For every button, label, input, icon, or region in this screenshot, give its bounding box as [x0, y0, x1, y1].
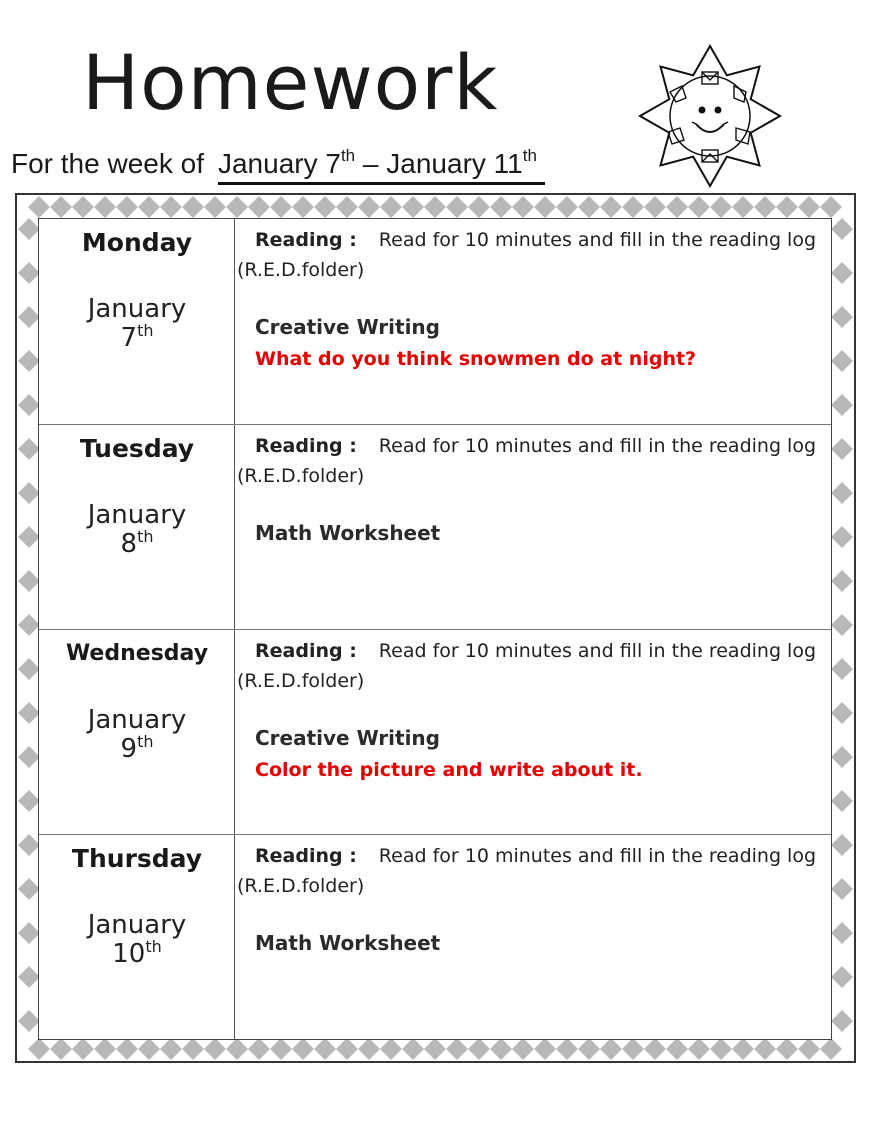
border-diamond — [248, 196, 270, 218]
reading-text: Read for 10 minutes and fill in the reading log (R.E.D.folder) — [237, 845, 817, 897]
border-diamond — [490, 1038, 512, 1060]
border-diamond — [72, 1038, 94, 1060]
border-diamond — [18, 922, 40, 944]
day-month: January — [87, 705, 187, 735]
border-diamond — [831, 658, 853, 680]
border-diamond — [182, 1038, 204, 1060]
task-cell — [235, 425, 831, 629]
border-diamond — [116, 1038, 138, 1060]
border-diamond — [18, 614, 40, 636]
border-diamond — [776, 1038, 798, 1060]
day-suffix: th — [137, 732, 154, 751]
border-diamond — [831, 306, 853, 328]
border-diamond — [18, 1010, 40, 1032]
border-diamond — [380, 1038, 402, 1060]
day-name: Tuesday — [79, 434, 195, 463]
border-diamond — [50, 1038, 72, 1060]
border-diamond — [831, 790, 853, 812]
border-diamond — [754, 196, 776, 218]
page-title: Homework — [82, 38, 499, 127]
border-diamond — [831, 570, 853, 592]
border-diamond — [820, 1038, 842, 1060]
border-diamond — [534, 196, 556, 218]
border-diamond — [710, 196, 732, 218]
border-diamond — [622, 196, 644, 218]
day-month: January — [87, 500, 187, 530]
border-diamond — [248, 1038, 270, 1060]
reading-text: Read for 10 minutes and fill in the reading log (R.E.D.folder) — [237, 229, 817, 281]
border-diamond — [270, 1038, 292, 1060]
border-diamond — [446, 1038, 468, 1060]
border-diamond — [644, 1038, 666, 1060]
border-diamond — [446, 196, 468, 218]
border-diamond — [402, 1038, 424, 1060]
border-diamond — [182, 196, 204, 218]
day-cell — [39, 219, 235, 424]
border-diamond — [831, 966, 853, 988]
border-diamond — [512, 1038, 534, 1060]
border-diamond — [336, 1038, 358, 1060]
task-prompt: What do you think snowmen do at night? — [255, 348, 697, 370]
week-separator: – — [355, 148, 387, 179]
day-date — [39, 501, 235, 559]
border-diamond — [28, 1038, 50, 1060]
border-diamond — [18, 834, 40, 856]
reading-label: Reading : — [255, 640, 357, 662]
border-diamond — [831, 438, 853, 460]
reading-label: Reading : — [255, 435, 357, 457]
border-diamond — [831, 922, 853, 944]
border-diamond — [226, 196, 248, 218]
border-diamond — [798, 1038, 820, 1060]
smiling-sun-icon — [636, 32, 784, 202]
day-number: 7 — [120, 323, 138, 353]
border-diamond — [72, 196, 94, 218]
border-diamond — [18, 262, 40, 284]
border-diamond — [18, 438, 40, 460]
day-date — [39, 706, 235, 764]
day-row-monday — [39, 219, 831, 424]
border-diamond — [600, 1038, 622, 1060]
border-diamond — [831, 702, 853, 724]
border-diamond — [534, 1038, 556, 1060]
border-diamond — [831, 350, 853, 372]
day-month: January — [87, 910, 187, 940]
border-diamond — [138, 196, 160, 218]
border-diamond — [732, 196, 754, 218]
border-diamond — [831, 834, 853, 856]
day-row-wednesday — [39, 629, 831, 834]
border-diamond — [18, 878, 40, 900]
day-number: 10 — [112, 939, 146, 969]
border-diamond — [831, 394, 853, 416]
reading-label: Reading : — [255, 229, 357, 251]
reading-task — [237, 841, 827, 901]
task-cell — [235, 835, 831, 1039]
border-diamond — [666, 196, 688, 218]
day-suffix: th — [145, 937, 162, 956]
border-diamond — [18, 746, 40, 768]
day-date — [39, 295, 235, 353]
task-title: Creative Writing — [255, 315, 440, 339]
border-diamond — [94, 1038, 116, 1060]
reading-text: Read for 10 minutes and fill in the reading log (R.E.D.folder) — [237, 640, 817, 692]
day-cell — [39, 630, 235, 834]
border-diamond — [644, 196, 666, 218]
border-diamond — [314, 196, 336, 218]
week-start-suffix: th — [340, 146, 356, 165]
border-diamond — [18, 658, 40, 680]
border-diamond — [490, 196, 512, 218]
day-number: 8 — [120, 529, 138, 559]
border-diamond — [688, 196, 710, 218]
border-diamond — [732, 1038, 754, 1060]
week-start: January 7 — [217, 148, 341, 179]
border-diamond — [831, 746, 853, 768]
border-diamond — [138, 1038, 160, 1060]
reading-label: Reading : — [255, 845, 357, 867]
day-name: Thursday — [71, 844, 203, 873]
border-diamond — [776, 196, 798, 218]
day-suffix: th — [137, 527, 154, 546]
border-diamond — [116, 196, 138, 218]
task-prompt: Color the picture and write about it. — [255, 759, 643, 781]
border-diamond — [18, 790, 40, 812]
reading-task — [237, 225, 827, 285]
border-diamond — [50, 196, 72, 218]
day-name: Monday — [81, 228, 193, 257]
border-diamond — [18, 526, 40, 548]
task-title: Math Worksheet — [255, 521, 441, 545]
border-diamond — [336, 196, 358, 218]
border-diamond — [18, 966, 40, 988]
week-prefix: For the week of — [11, 148, 204, 179]
reading-text: Read for 10 minutes and fill in the reading log (R.E.D.folder) — [237, 435, 817, 487]
border-diamond — [358, 1038, 380, 1060]
border-diamond — [292, 1038, 314, 1060]
border-diamond — [18, 306, 40, 328]
border-diamond — [556, 1038, 578, 1060]
task-cell — [235, 219, 831, 424]
border-diamond — [18, 702, 40, 724]
day-cell — [39, 425, 235, 629]
week-line — [11, 138, 545, 182]
week-end-suffix: th — [522, 146, 537, 165]
reading-task — [237, 636, 827, 696]
border-diamond — [831, 1010, 853, 1032]
border-diamond — [18, 350, 40, 372]
task-cell — [235, 630, 831, 834]
day-row-thursday — [39, 834, 831, 1039]
week-end: January 11 — [386, 148, 523, 179]
border-diamond — [831, 262, 853, 284]
border-diamond — [204, 1038, 226, 1060]
day-suffix: th — [137, 321, 154, 340]
day-cell — [39, 835, 235, 1039]
border-diamond — [710, 1038, 732, 1060]
border-diamond — [424, 1038, 446, 1060]
day-name: Wednesday — [65, 641, 209, 666]
border-diamond — [600, 196, 622, 218]
task-title: Creative Writing — [255, 726, 440, 750]
border-diamond — [28, 196, 50, 218]
border-diamond — [402, 196, 424, 218]
task-title: Math Worksheet — [255, 931, 441, 955]
border-diamond — [18, 218, 40, 240]
week-range — [218, 138, 545, 185]
day-date — [39, 911, 235, 969]
homework-table — [38, 218, 832, 1040]
border-diamond — [226, 1038, 248, 1060]
border-diamond — [798, 196, 820, 218]
day-month: January — [87, 294, 187, 324]
border-diamond — [512, 196, 534, 218]
border-diamond — [160, 196, 182, 218]
border-diamond — [666, 1038, 688, 1060]
day-number: 9 — [120, 734, 138, 764]
border-diamond — [270, 196, 292, 218]
border-diamond — [18, 570, 40, 592]
border-diamond — [424, 196, 446, 218]
border-diamond — [380, 196, 402, 218]
border-diamond — [468, 1038, 490, 1060]
border-diamond — [831, 482, 853, 504]
border-diamond — [292, 196, 314, 218]
border-diamond — [160, 1038, 182, 1060]
day-row-tuesday — [39, 424, 831, 629]
border-diamond — [754, 1038, 776, 1060]
border-diamond — [556, 196, 578, 218]
border-diamond — [94, 196, 116, 218]
border-diamond — [358, 196, 380, 218]
reading-task — [237, 431, 827, 491]
border-diamond — [820, 196, 842, 218]
border-diamond — [314, 1038, 336, 1060]
border-diamond — [831, 526, 853, 548]
border-diamond — [578, 1038, 600, 1060]
border-diamond — [622, 1038, 644, 1060]
border-diamond — [831, 878, 853, 900]
border-diamond — [204, 196, 226, 218]
border-diamond — [831, 614, 853, 636]
border-diamond — [831, 218, 853, 240]
border-diamond — [468, 196, 490, 218]
border-diamond — [18, 394, 40, 416]
border-diamond — [688, 1038, 710, 1060]
border-diamond — [578, 196, 600, 218]
border-diamond — [18, 482, 40, 504]
